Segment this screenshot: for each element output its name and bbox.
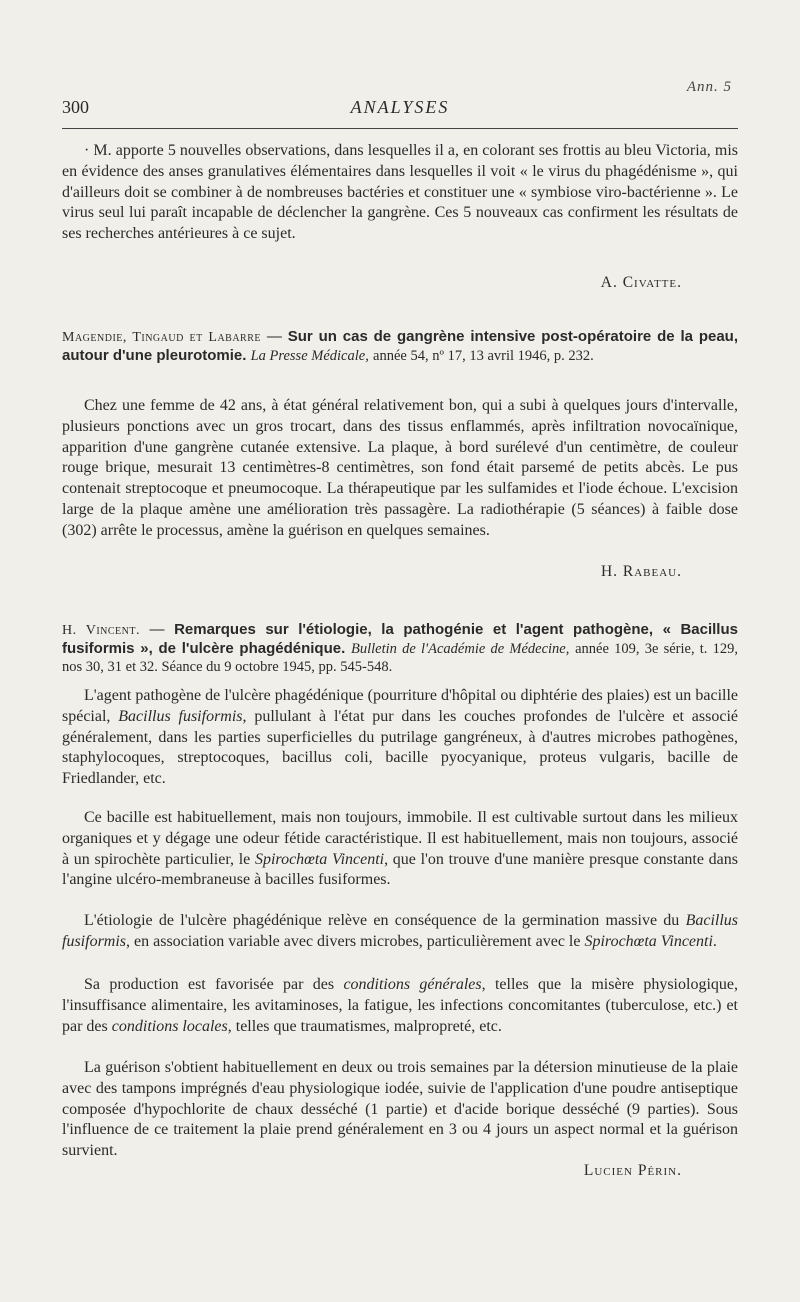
- text-run: , telles que la misère physiologique, l'insuffisance alimentaire, les avitaminoses, la fatigue, les infections concomitantes (tuberculose, etc.) et par des: [62, 976, 738, 1035]
- species-name: Spirochœta Vincenti: [584, 932, 713, 950]
- section3-heading: [62, 621, 738, 677]
- page-header: [62, 97, 738, 121]
- section3-paragraph-3: [62, 911, 738, 953]
- text-run: , telles que traumatismes, malpropreté, etc.: [227, 1017, 502, 1035]
- text-run: Ce bacille est habituellement, mais non toujours, immobile. Il est cultivable surtout dans les milieux organiques et y dégage une odeur fétide caractéristique. Il est habituellement, mais non toujours, associé à un spirochète particulier, le: [62, 809, 738, 868]
- section3-reference: année 109, 3e série, t. 129, nos 30, 31 et 32. Séance du 9 octobre 1945, pp. 545-548.: [62, 640, 738, 675]
- section3-paragraph-2: [62, 808, 738, 891]
- section2-paragraph: Chez une femme de 42 ans, à état général relativement bon, qui a subi à quelques jours d'intervalle, plusieurs ponctions avec un gros trocart, dans des tissus enflammés, après infiltration novocaïnique, apparition d'une gangrène cutanée extensive. La plaque, à bord surélevé d'un centimètre, de couleur rouge brique, mesurait 13 centimètres-8 centimètres, son fond était parsemé de petits abcès. Le pus contenait streptocoque et pneumocoque. La thérapeutique par les sulfamides et l'iode échoue. L'excision large de la plaque amène une amélioration très passagère. La radiothérapie (5 séances) à faible dose (302) arrête le processus, amène la guérison en quelques semaines.: [62, 397, 738, 539]
- section2-title: Sur un cas de gangrène intensive post-opératoire de la peau, autour d'une pleurotomie.: [62, 328, 739, 364]
- species-name: Bacillus fusiformis: [118, 707, 243, 725]
- section2-reference: année 54, nº 17, 13 avril 1946, p. 232.: [373, 347, 594, 364]
- section2-signature: H. Rabeau.: [600, 563, 682, 580]
- section3-signature: Lucien Périn.: [583, 1162, 682, 1179]
- section2-heading: [62, 328, 738, 365]
- running-title: ANALYSES: [350, 97, 450, 117]
- text-run: , pullulant à l'état pur dans les couches profondes de l'ulcère et associé généralement, dans les parties superficielles du putrilage gangréneux, à d'autres microbes pathogènes, staphylocoques, streptocoques, bacillus coli, bacille pyocyanique, proteus vulgaris, bacille de Friedlander, etc.: [62, 707, 739, 788]
- text-run: L'agent pathogène de l'ulcère phagédénique (pourriture d'hôpital ou diphtérie des plaies) est un bacille spécial,: [62, 687, 738, 725]
- text-run: L'étiologie de l'ulcère phagédénique relève en conséquence de la germination massive du: [84, 912, 686, 929]
- section2-authors: Magendie, Tingaud et Labarre: [62, 330, 262, 345]
- text-run: .: [712, 932, 717, 950]
- text-run: , en association variable avec divers microbes, particulièrement avec le: [126, 932, 585, 950]
- section2-dash: —: [261, 328, 288, 345]
- species-name: Bacillus fusiformis: [62, 912, 738, 950]
- section1-paragraph: · M. apporte 5 nouvelles observations, dans lesquelles il a, en colorant ses frottis au bleu Victoria, mis en évidence des anses granulatives élémentaires dans lesquelles il voit « le virus du phagédénisme », qui d'ailleurs doit se combiner à de nombreuses bactéries et constituer une « symbiose viro-bactérienne ». Le virus seul lui paraît incapable de déclencher la gangrène. Ces 5 nouveaux cas confirment les résultats de ses recherches antérieures à ce sujet.: [62, 142, 738, 243]
- section3-authors: H. Vincent.: [62, 623, 140, 638]
- journal-page: [62, 0, 738, 1302]
- section3-paragraph-5: La guérison s'obtient habituellement en deux ou trois semaines par la détersion minutieuse de la plaie avec des tampons imprégnés d'eau physiologique iodée, suivie de l'application d'une poudre antiseptique composée d'hypochlorite de chaux desséché (1 partie) et d'acide borique desséché (9 parties). Sous l'influence de ce traitement la plaie prend généralement en 3 ou 4 jours un aspect normal et la guérison survient.: [62, 1059, 738, 1160]
- page-number: 300: [62, 97, 89, 117]
- species-name: Spirochœta Vincenti: [254, 850, 385, 868]
- text-run: , que l'on trouve d'une manière presque constante dans l'angine ulcéro-membraneuse à bacilles fusiformes.: [62, 850, 739, 889]
- corner-annotation: Ann. 5: [686, 79, 732, 95]
- section1-signature: A. Civatte.: [600, 274, 682, 291]
- section3-journal: Bulletin de l'Académie de Médecine,: [351, 640, 570, 657]
- emphasis: conditions générales: [343, 976, 482, 993]
- text-run: Sa production est favorisée par des: [84, 976, 344, 993]
- emphasis: conditions locales: [111, 1017, 228, 1035]
- section3-paragraph-4: [62, 975, 738, 1037]
- section2-journal: La Presse Médicale,: [250, 347, 369, 364]
- section3-paragraph-1: [62, 686, 738, 790]
- section3-dash: —: [140, 621, 175, 638]
- section3-title: Remarques sur l'étiologie, la pathogénie et l'agent pathogène, « Bacillus fusiformis », de l'ulcère phagédénique.: [62, 621, 738, 657]
- header-rule: [62, 128, 738, 129]
